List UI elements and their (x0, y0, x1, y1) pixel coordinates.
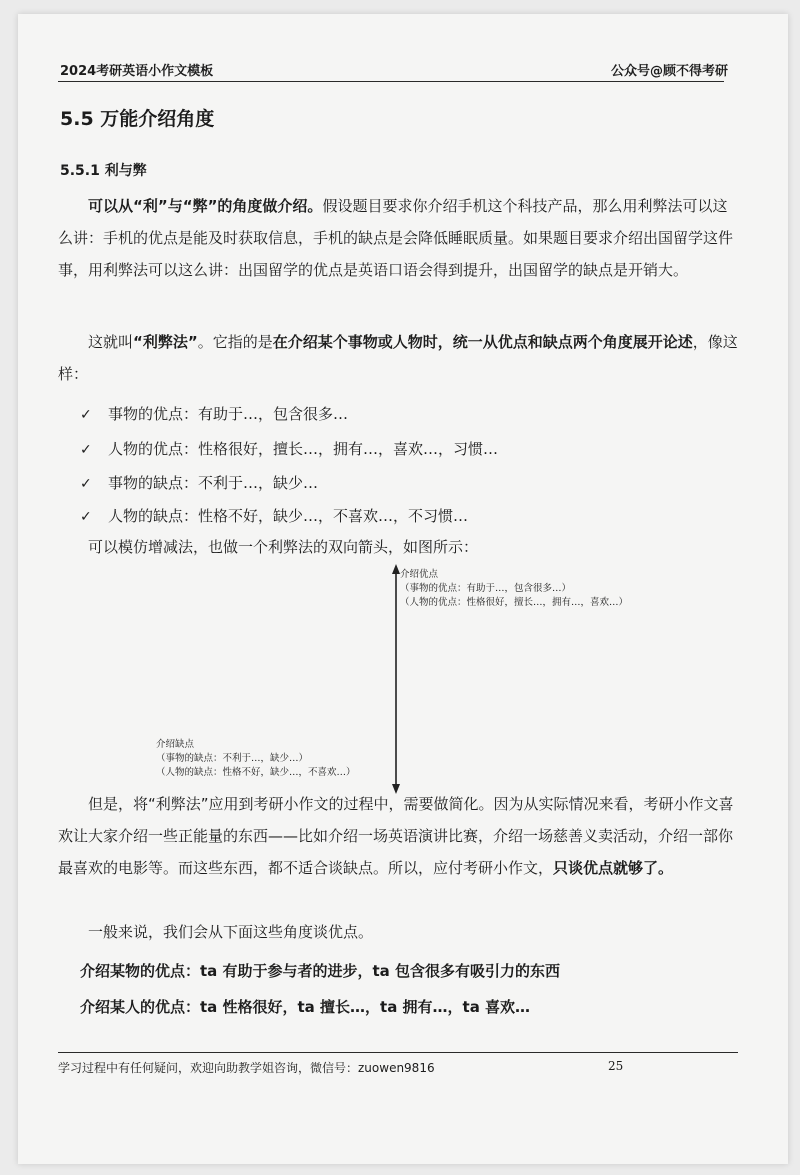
checkmark-icon: ✓ (80, 407, 92, 423)
simplify-paragraph (58, 788, 738, 884)
diagram-cons-person: （人物的缺点：性格不好，缺少…，不喜欢…） (156, 767, 356, 778)
checklist-item (80, 439, 498, 460)
method-text-3: ，像这样： (58, 333, 738, 383)
section-title: 5.5 万能介绍角度 (60, 108, 215, 130)
method-bold-1: “利弊法” (133, 333, 198, 351)
checkmark-icon: ✓ (80, 442, 92, 458)
checklist-item-text: 事物的缺点：不利于…，缺少… (108, 474, 319, 492)
imitate-paragraph: 可以模仿增减法，也做一个利弊法的双向箭头，如图所示： (88, 538, 479, 556)
method-text-2: 。它指的是 (197, 333, 273, 351)
arrow-up-head (392, 564, 400, 574)
intro-bold-lead: 可以从“利”与“弊”的角度做介绍。 (88, 197, 323, 215)
header-account: 公众号@顾不得考研 (610, 64, 728, 79)
thing-pros-line: 介绍某物的优点：ta 有助于参与者的进步，ta 包含很多有吸引力的东西 (80, 962, 561, 980)
footer-contact: 学习过程中有任何疑问，欢迎向助教学姐咨询，微信号：zuowen9816 (58, 1061, 435, 1075)
diagram-cons-thing: （事物的缺点：不利于…，缺少…） (156, 753, 309, 764)
diagram-cons-label: 介绍缺点 (156, 739, 195, 750)
checklist-item (80, 473, 318, 494)
general-paragraph: 一般来说，我们会从下面这些角度谈优点。 (88, 923, 374, 941)
page-number: 25 (608, 1059, 624, 1073)
checklist-item-text: 人物的缺点：性格不好，缺少…，不喜欢…，不习惯… (108, 507, 469, 525)
simplify-text: 但是，将“利弊法”应用到考研小作文的过程中，需要做简化。因为从实际情况来看，考研小作文喜欢让大家介绍一些正能量的东西——比如介绍一场英语演讲比赛，介绍一场慈善义卖活动，介绍一部你最喜欢的电影等。而这些东西，都不适合谈缺点。所以，应付考研小作文， (58, 795, 734, 877)
method-text-1: 这就叫 (88, 333, 134, 351)
checklist-item (80, 404, 348, 425)
intro-paragraph (58, 190, 738, 286)
header-divider (58, 81, 724, 82)
person-pros-line: 介绍某人的优点：ta 性格很好，ta 擅长…，ta 拥有…，ta 喜欢… (80, 998, 531, 1016)
checklist-item-text: 事物的优点：有助于…，包含很多… (108, 405, 349, 423)
diagram-pros-thing: （事物的优点：有助于…，包含很多…） (400, 583, 572, 594)
checkmark-icon: ✓ (80, 476, 92, 492)
checkmark-icon: ✓ (80, 509, 92, 525)
header-book-title: 2024考研英语小作文模板 (60, 64, 214, 79)
method-bold-2: 在介绍某个事物或人物时，统一从优点和缺点两个角度展开论述 (272, 333, 693, 351)
method-paragraph (58, 326, 738, 390)
subsection-title: 5.5.1 利与弊 (60, 163, 147, 179)
checklist-item (80, 506, 468, 527)
footer-divider (58, 1052, 738, 1053)
simplify-bold-end: 只谈优点就够了。 (553, 859, 674, 877)
diagram-pros-label: 介绍优点 (400, 569, 439, 580)
pros-cons-diagram (138, 564, 698, 794)
intro-text: 假设题目要求你介绍手机这个科技产品，那么用利弊法可以这么讲：手机的优点是能及时获取信息，手机的缺点是会降低睡眠质量。如果题目要求介绍出国留学这件事，用利弊法可以这么讲：出国留学的优点是英语口语会得到提升，出国留学的缺点是开销大。 (58, 197, 734, 279)
diagram-pros-person: （人物的优点：性格很好，擅长…，拥有…，喜欢…） (400, 597, 629, 608)
checklist-item-text: 人物的优点：性格很好，擅长…，拥有…，喜欢…，习惯… (108, 440, 499, 458)
book-page (18, 14, 788, 1164)
